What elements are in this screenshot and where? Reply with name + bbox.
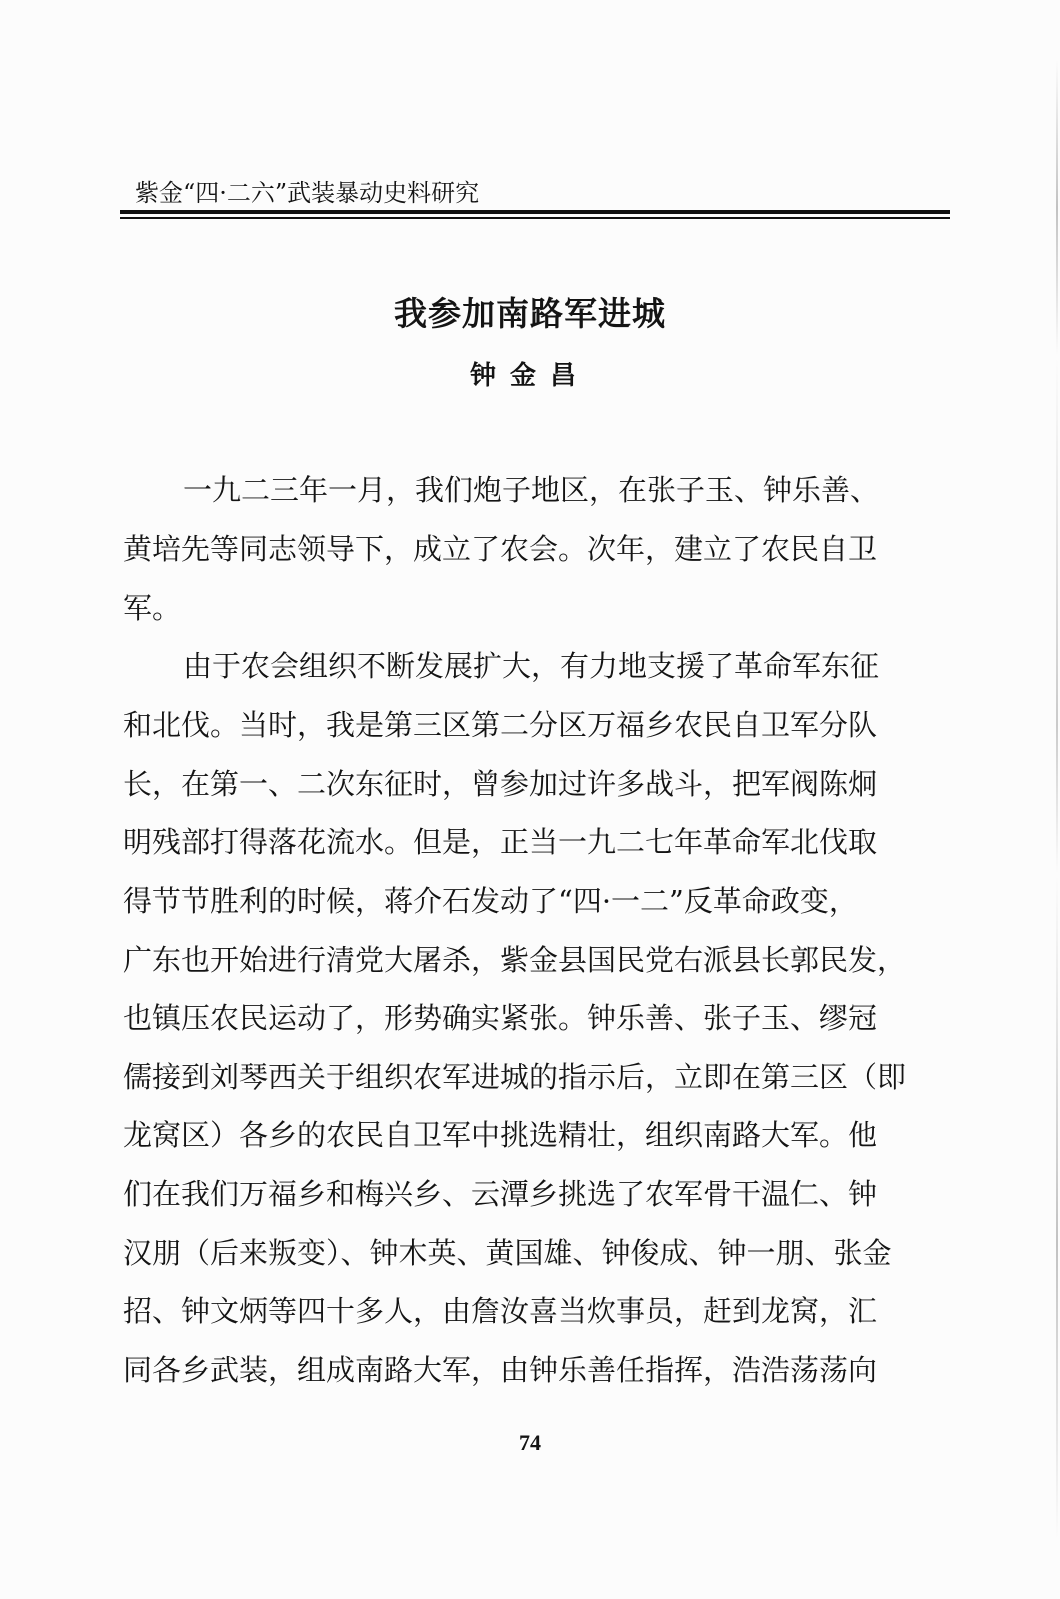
body-line: 同各乡武装，组成南路大军，由钟乐善任指挥，浩浩荡荡向: [123, 1353, 878, 1387]
header-rule-thick: [120, 210, 950, 214]
article-author: 钟金昌: [469, 361, 590, 391]
body-line: 也镇压农民运动了，形势确实紧张。钟乐善、张子玉、缪冠: [123, 1001, 878, 1035]
body-line: 招、钟文炳等四十多人，由詹汝喜当炊事员，赶到龙窝，汇: [123, 1294, 878, 1328]
body-line: 黄培先等同志领导下，成立了农会。次年，建立了农民自卫: [123, 532, 878, 566]
body-line: 长，在第一、二次东征时，曾参加过许多战斗，把军阀陈炯: [123, 767, 878, 801]
body-line: 得节节胜利的时候，蒋介石发动了“四·一二”反革命政变，: [123, 884, 858, 918]
body-line: 明残部打得落花流水。但是，正当一九二七年革命军北伐取: [123, 825, 878, 859]
body-line: 由于农会组织不断发展扩大，有力地支援了革命军东征: [183, 649, 880, 683]
article-title: 我参加南路军进城: [394, 294, 666, 333]
header-rule-thin: [120, 217, 950, 219]
body-line: 们在我们万福乡和梅兴乡、云潭乡挑选了农军骨干温仁、钟: [123, 1177, 878, 1211]
scan-edge-shadow: [1056, 60, 1058, 1540]
body-line: 汉朋（后来叛变）、钟木英、黄国雄、钟俊成、钟一朋、张金: [123, 1236, 892, 1270]
body-line: 龙窝区）各乡的农民自卫军中挑选精壮，组织南路大军。他: [123, 1118, 878, 1152]
running-header: 紫金“四·二六”武装暴动史料研究: [135, 179, 480, 207]
body-line: 军。: [123, 591, 182, 625]
body-line: 和北伐。当时，我是第三区第二分区万福乡农民自卫军分队: [123, 708, 878, 742]
body-line: 儒接到刘琴西关于组织农军进城的指示后，立即在第三区（即: [123, 1060, 907, 1094]
body-line: 广东也开始进行清党大屠杀，紫金县国民党右派县长郭民发，: [123, 943, 907, 977]
body-line: 一九二三年一月，我们炮子地区，在张子玉、钟乐善、: [183, 473, 880, 507]
page-number: 74: [519, 1430, 541, 1455]
